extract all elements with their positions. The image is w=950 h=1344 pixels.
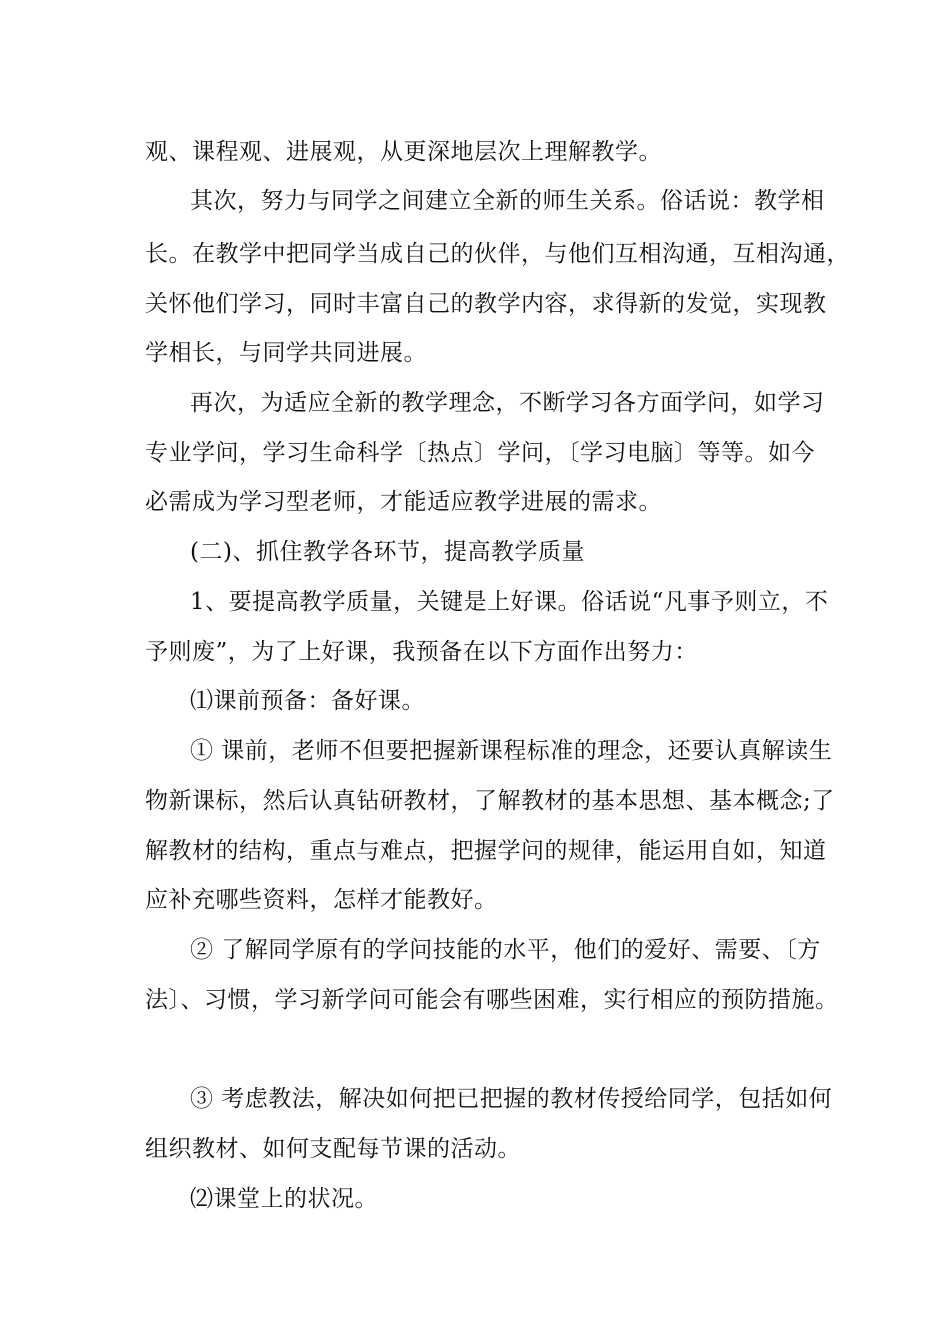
text-line: 法〕、习惯，学习新学问可能会有哪些困难，实行相应的预防措施。 [145,987,839,1013]
text-line: 观、课程观、进展观，从更深地层次上理解教学。 [145,139,662,165]
text-line: 关怀他们学习，同时丰富自己的教学内容，求得新的发觉，实现教 [145,291,827,317]
text-line: 学相长，与同学共同进展。 [145,340,427,366]
paragraph-start: 1、要提高教学质量，关键是上好课。俗话说“凡事予则立，不 [190,589,829,615]
list-item-start: ③ 考虑教法，解决如何把已把握的教材传授给同学，包括如何 [190,1086,833,1112]
section-heading: (二)、抓住教学各环节，提高教学质量 [190,539,585,565]
list-item-start: ② 了解同学原有的学问技能的水平，他们的爱好、需要、〔方 [190,937,821,963]
text-line: 应补充哪些资料，怎样才能教好。 [145,887,498,913]
sub-heading: ⑴课前预备：备好课。 [190,688,425,714]
text-line: 专业学问，学习生命科学〔热点〕学问，〔学习电脑〕等等。如今 [145,440,815,466]
text-line: 长。在教学中把同学当成自己的伙伴，与他们互相沟通，互相沟通， [145,241,850,267]
text-line: 予则废”，为了上好课，我预备在以下方面作出努力： [145,639,698,665]
paragraph-start: 其次，努力与同学之间建立全新的师生关系。俗话说：教学相 [190,188,825,214]
text-line: 组织教材、如何支配每节课的活动。 [145,1136,521,1162]
sub-heading: ⑵课堂上的状况。 [190,1186,378,1212]
paragraph-start: 再次，为适应全新的教学理念，不断学习各方面学问，如学习 [190,390,825,416]
text-line: 必需成为学习型老师，才能适应教学进展的需求。 [145,489,662,515]
text-line: 物新课标，然后认真钻研教材，了解教材的基本思想、基本概念;了 [145,788,835,814]
text-line: 解教材的结构，重点与难点，把握学问的规律，能运用自如，知道 [145,838,827,864]
list-item-start: ① 课前，老师不但要把握新课程标准的理念，还要认真解读生 [190,738,833,764]
